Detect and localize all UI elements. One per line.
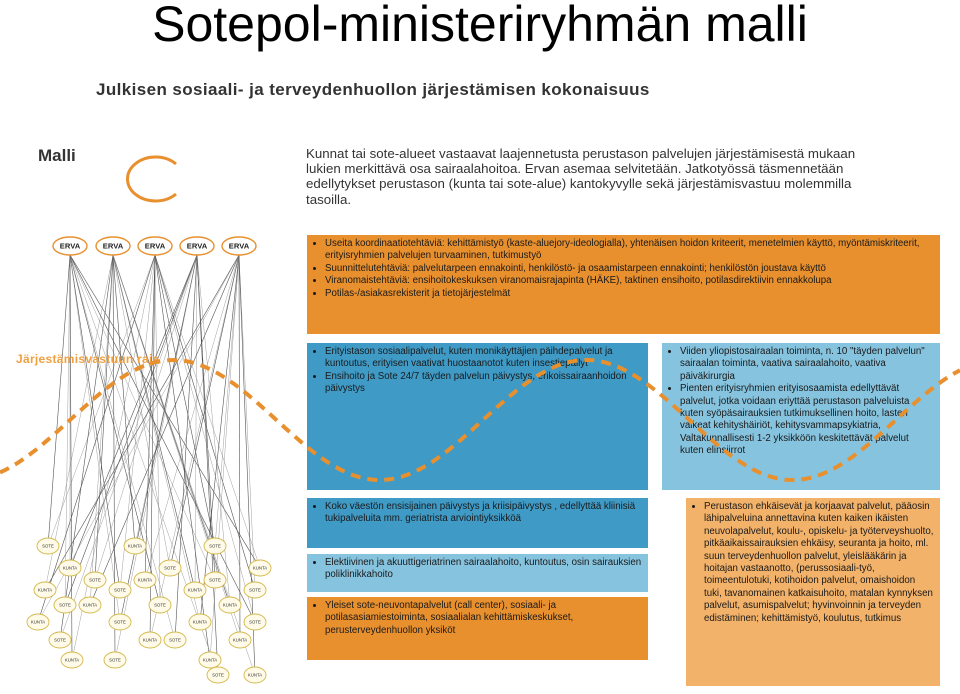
specialist-services-list (313, 346, 642, 396)
list-item: • Suunnittelutehtäviä: palvelutarpeen ennakointi, henkilöstö- ja osaamistarpeen ennakointi; henkilöstön joustava käyttö (325, 263, 934, 275)
sote-node-label: SOTE (209, 577, 221, 583)
kunta-node-label: KUNTA (142, 637, 158, 643)
general-services-list (313, 600, 642, 637)
kunta-node-label: KUNTA (37, 587, 53, 593)
sote-node-label: SOTE (212, 672, 224, 678)
sote-node-label: SOTE (164, 565, 176, 571)
kunta-node (34, 582, 56, 598)
kunta-node-label: KUNTA (82, 602, 98, 608)
network-link (197, 255, 218, 675)
network-link (113, 255, 203, 622)
kunta-node (124, 538, 146, 554)
kunta-node-label: KUNTA (222, 602, 238, 608)
kunta-node-label: KUNTA (62, 565, 78, 571)
responsibility-boundary-label: Järjestämisvastuun raja (16, 352, 160, 366)
network-link (48, 255, 155, 546)
network-link (195, 255, 197, 590)
kunta-node (244, 667, 266, 683)
network-link (200, 255, 239, 622)
sote-node-label: SOTE (89, 577, 101, 583)
sote-node-label: SOTE (114, 619, 126, 625)
kunta-node-label: KUNTA (187, 587, 203, 593)
general-services-box (307, 597, 648, 660)
kunta-node (229, 632, 251, 648)
kunta-node-label: KUNTA (192, 619, 208, 625)
kunta-node-label: KUNTA (252, 565, 268, 571)
list-item: • Elektiivinen ja akuuttigeriatrinen sairaalahoito, kuntoutus, osin sairauksien poliklinikkahoito (325, 557, 642, 582)
kunta-node-label: KUNTA (137, 577, 153, 583)
list-item: • Perustason ehkäisevät ja korjaavat palvelut, pääosin lähipalveluina annettavina kuten kaiken ikäisten neuvolapalvelut, koulu-, opiskelu- ja työterveyshuolto, pitkäaikaissairauksien ehkäisy, seuranta ja hoito, ml. suun terveydenhuollon palvelut, yleislääkärin ja hoitajan vastaanotto, (perussosiaali-työ, toimeentulotuki, kotihoidon palvelut, omaishoidon tuki, tavanomainen katkaisuhoito, matalan kynnyksen palvelut, asumispalvelut; hyvinvoinnin ja terveyden edistäminen; kehittämistyö, koulutus, tutkimus (704, 501, 934, 625)
erva-node-label: ERVA (186, 241, 208, 251)
kunta-node (249, 560, 271, 576)
sote-node (104, 652, 126, 668)
sote-node-label: SOTE (42, 543, 54, 549)
university-hospitals-box (662, 343, 940, 490)
network-link (155, 255, 215, 546)
sote-node (164, 632, 186, 648)
list-item: • Pienten erityisryhmien erityisosaamista edellyttävät palvelut, jotka voidaan eriyttää perustason palveluista kuten syöpäsairauksien tutkimuksellinen hoito, lasten vaikeat kehityshäiriöt, kehitysvammapsykiatria, Valtakunnallisesti 1-2 yksikköön keskitettävät palvelut kuten elinsiirrot (680, 383, 934, 457)
elective-list (313, 557, 642, 582)
model-label: Malli (38, 146, 76, 165)
sote-node (149, 597, 171, 613)
kunta-node-label: KUNTA (232, 637, 248, 643)
network-nodes (27, 237, 271, 683)
sote-node (109, 614, 131, 630)
network-link (239, 255, 255, 675)
sote-node-label: SOTE (109, 657, 121, 663)
list-item: • Useita koordinaatiotehtäviä: kehittämistyö (kaste-aluejory-ideologialla), yhtenäisen hoidon kriteerit, menetelmien käyttö, myöntämiskriteerit, erityisryhmien palvelujen turvaaminen, tutkimustyö (325, 238, 934, 263)
kunta-node-label: KUNTA (127, 543, 143, 549)
model-description: Kunnat tai sote-alueet vastaavat laajennetusta perustason palvelujen järjestämisestä mukaan lukien merkittävä osa sairaalahoitoa. Ervan asemaa selvitetään. Jatkotyössä täsmennetään edellytykset perustason (kunta tai sote-alue) kantokyvylle sekä järjestämisvastuu molemmilla tasoilla. (306, 146, 856, 207)
erva-node-label: ERVA (102, 241, 124, 251)
erva-node (53, 237, 87, 255)
network-link (155, 255, 260, 568)
list-item: • Potilas-/asiakasrekisterit ja tietojärjestelmät (325, 288, 934, 300)
basic-level-list (692, 501, 934, 625)
sote-node (159, 560, 181, 576)
sote-node-label: SOTE (209, 543, 221, 549)
network-link (70, 255, 160, 605)
network-link (215, 255, 239, 546)
kunta-node (219, 597, 241, 613)
sote-node-label: SOTE (249, 619, 261, 625)
specialist-services-box (307, 343, 648, 490)
sote-node (204, 572, 226, 588)
erva-node (222, 237, 256, 255)
kunta-node (59, 560, 81, 576)
network-link (113, 255, 135, 546)
sote-node-label: SOTE (169, 637, 181, 643)
kunta-node (27, 614, 49, 630)
kunta-node (184, 582, 206, 598)
kunta-node-label: KUNTA (64, 657, 80, 663)
list-item: • Erityistason sosiaalipalvelut, kuten monikäyttäjien päihdepalvelut ja kuntoutus, erityisen vaativat huostaanotot kuten insestiepäilyt (325, 346, 642, 371)
erva-node-label: ERVA (144, 241, 166, 251)
erva-tasks-list (313, 238, 934, 300)
sote-node-label: SOTE (249, 587, 261, 593)
kunta-node-label: KUNTA (30, 619, 46, 625)
sote-node-label: SOTE (114, 587, 126, 593)
sote-node (49, 632, 71, 648)
sote-node (54, 597, 76, 613)
elective-box (307, 554, 648, 592)
university-hospitals-list (668, 346, 934, 458)
network-link (48, 255, 70, 546)
kunta-node-label: KUNTA (202, 657, 218, 663)
sote-node (244, 582, 266, 598)
list-item: • Viranomaistehtäviä: ensihoitokeskuksen viranomaisrajapinta (HÄKE), taktinen ensihoito, potilasdirektiivin ennakkolupa (325, 275, 934, 287)
list-item: • Yleiset sote-neuvontapalvelut (call center), sosiaali- ja potilasasiamiestoiminta, sosiaalialan kehittämiskeskukset, perusterveydenhuollon yksiköt (325, 600, 642, 637)
list-item: • Viiden yliopistosairaalan toiminta, n. 10 "täyden palvelun" sairaalan toiminta, vaativa sairaalahoito, vaativa päiväkirurgia (680, 346, 934, 383)
sote-node (207, 667, 229, 683)
kunta-node (189, 614, 211, 630)
diagram-subtitle: Julkisen sosiaali- ja terveydenhuollon järjestämisen kokonaisuus (96, 80, 650, 99)
erva-node (138, 237, 172, 255)
emergency-box (307, 498, 648, 548)
sote-node (204, 538, 226, 554)
network-link (38, 255, 155, 622)
kunta-node (139, 632, 161, 648)
network-link (239, 255, 240, 640)
sote-node-label: SOTE (154, 602, 166, 608)
list-item: • Koko väestön ensisijainen päivystys ja kriisipäivystys , edellyttää kliinisiä tukipalveluita mm. geriatrista arviointiyksikköä (325, 501, 642, 526)
model-letter-text: C (108, 150, 109, 151)
erva-node-label: ERVA (228, 241, 250, 251)
page-title: Sotepol-ministeriryhmän malli (152, 0, 808, 52)
emergency-list (313, 501, 642, 526)
kunta-node (199, 652, 221, 668)
kunta-node-label: KUNTA (247, 672, 263, 678)
sote-node-label: SOTE (54, 637, 66, 643)
basic-level-box (686, 498, 940, 686)
erva-node (96, 237, 130, 255)
kunta-node (79, 597, 101, 613)
sote-node (37, 538, 59, 554)
erva-node (180, 237, 214, 255)
list-item: • Ensihoito ja Sote 24/7 täyden palvelun päivystys, erikoissairaanhoidon päivystys (325, 371, 642, 396)
erva-tasks-box (307, 235, 940, 334)
organization-network (0, 230, 305, 694)
sote-node (84, 572, 106, 588)
network-link (70, 255, 215, 580)
erva-node-label: ERVA (59, 241, 81, 251)
kunta-node (61, 652, 83, 668)
model-letter-c (108, 150, 188, 206)
kunta-node (134, 572, 156, 588)
sote-node (244, 614, 266, 630)
sote-node (109, 582, 131, 598)
network-link (239, 255, 255, 590)
sote-node-label: SOTE (59, 602, 71, 608)
